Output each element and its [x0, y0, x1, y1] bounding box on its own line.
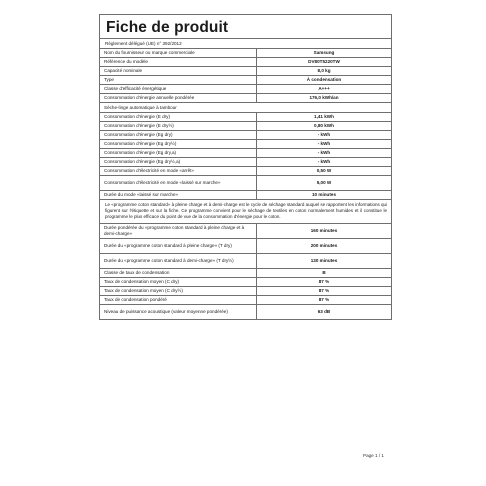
- row-label: Durée pondérée du «programme coton standard à pleine charge et à demi-charge»: [100, 224, 257, 238]
- row-label: Durée du mode «laissé sur marche»: [100, 191, 257, 199]
- row-value: - kWh: [317, 149, 331, 155]
- table-row: [100, 94, 391, 103]
- energy-table: [100, 113, 391, 200]
- row-value: 87 %: [318, 279, 330, 285]
- table-row: [100, 296, 391, 305]
- row-value: 87 %: [318, 297, 330, 303]
- table-row: [100, 158, 391, 167]
- row-label: Taux de condensation moyen (C dry½): [100, 287, 257, 295]
- row-value: 0,80 kWh: [314, 122, 334, 128]
- table-row: [100, 49, 391, 58]
- table-row: [100, 191, 391, 200]
- row-label: Type: [100, 76, 257, 84]
- row-value: 200 minutes: [310, 243, 338, 249]
- table-row: [100, 67, 391, 76]
- row-label: Consommation d'électricité en mode «laissé sur marche»: [100, 176, 257, 190]
- row-label: Consommation d'énergie (Eg dry): [100, 131, 257, 139]
- table-row: [100, 131, 391, 140]
- row-value: A+++: [318, 86, 330, 92]
- row-label: Classe d'efficacité énergétique: [100, 85, 257, 93]
- row-label: Consommation d'énergie (E dry½): [100, 122, 257, 130]
- row-label: Référence du modèle: [100, 58, 257, 66]
- table-row: [100, 122, 391, 131]
- table-row: [100, 76, 391, 85]
- row-value: Samsung: [313, 50, 335, 56]
- row-label: Durée du «programme coton standard à pleine charge» (T dry): [100, 239, 257, 253]
- row-value: 130 minutes: [310, 258, 338, 264]
- dryer-type-row: Sèche-linge automatique à tambour: [100, 103, 391, 113]
- row-value: 5,00 W: [316, 179, 332, 185]
- page-title: Fiche de produit: [100, 15, 391, 39]
- row-value: 0,50 W: [316, 167, 332, 173]
- row-value: 8,0 kg: [317, 68, 331, 74]
- row-label: Nom du fournisseur ou marque commerciale: [100, 49, 257, 57]
- row-label: Consommation d'énergie (Eg dry½,a): [100, 158, 257, 166]
- row-label: Capacité nominale: [100, 67, 257, 75]
- row-label: Durée du «programme coton standard à demi-charge» (T dry½): [100, 254, 257, 268]
- row-label: Taux de condensation pondéré: [100, 296, 257, 304]
- row-value: - kWh: [317, 158, 331, 164]
- table-row: [100, 149, 391, 158]
- row-value: B: [322, 270, 326, 276]
- table-row: [100, 269, 391, 278]
- table-row: [100, 239, 391, 254]
- row-label: Consommation d'énergie (Eg dry½): [100, 140, 257, 148]
- row-value: 176,0 kWh/an: [309, 95, 339, 101]
- row-value: - kWh: [317, 140, 331, 146]
- row-value: À condensation: [306, 77, 342, 83]
- product-sheet: [99, 14, 392, 320]
- row-value: 1,41 kWh: [314, 113, 334, 119]
- row-value: 87 %: [318, 288, 330, 294]
- table-row: [100, 140, 391, 149]
- row-value: 63 dB: [317, 309, 331, 315]
- row-value: DV80T5220TW: [308, 59, 340, 65]
- row-label: Classe de taux de condensation: [100, 269, 257, 277]
- table-row: [100, 113, 391, 122]
- table-row: [100, 224, 391, 239]
- table-row: [100, 278, 391, 287]
- table-row: [100, 176, 391, 191]
- program-table: [100, 224, 391, 320]
- table-row: [100, 254, 391, 269]
- identification-table: [100, 49, 391, 103]
- table-row: [100, 167, 391, 176]
- row-label: Taux de condensation moyen (C dry): [100, 278, 257, 286]
- table-row: [100, 287, 391, 296]
- row-label: Consommation d'énergie (E dry): [100, 113, 257, 121]
- table-row: [100, 58, 391, 67]
- regulation-reference: Règlement délégué (UE) n° 392/2012: [100, 39, 391, 49]
- row-label: Consommation d'énergie (Eg dry,a): [100, 149, 257, 157]
- row-label: Consommation d'électricité en mode «arrêt»: [100, 167, 257, 175]
- row-value: 10 minutes: [312, 191, 336, 197]
- page-number: Page 1 / 1: [363, 453, 384, 458]
- row-label: Niveau de puissance acoustique (valeur moyenne pondérée): [100, 305, 257, 319]
- standard-program-note: Le «programme coton standard» à pleine charge et à demi-charge est le cycle de séchage standard auquel se rapportent les informations qui figurent sur l'étiquette et sur la fiche. Ce programme convient pour le séchage de textiles en coton normalement humides et il constitue le programme le plus efficace du point de vue de la consommation d'énergie pour le coton.: [100, 200, 391, 224]
- row-value: 160 minutes: [310, 228, 338, 234]
- table-row: [100, 85, 391, 94]
- row-label: Consommation d'énergie annuelle pondérée: [100, 94, 257, 102]
- row-value: - kWh: [317, 131, 331, 137]
- table-row: [100, 305, 391, 320]
